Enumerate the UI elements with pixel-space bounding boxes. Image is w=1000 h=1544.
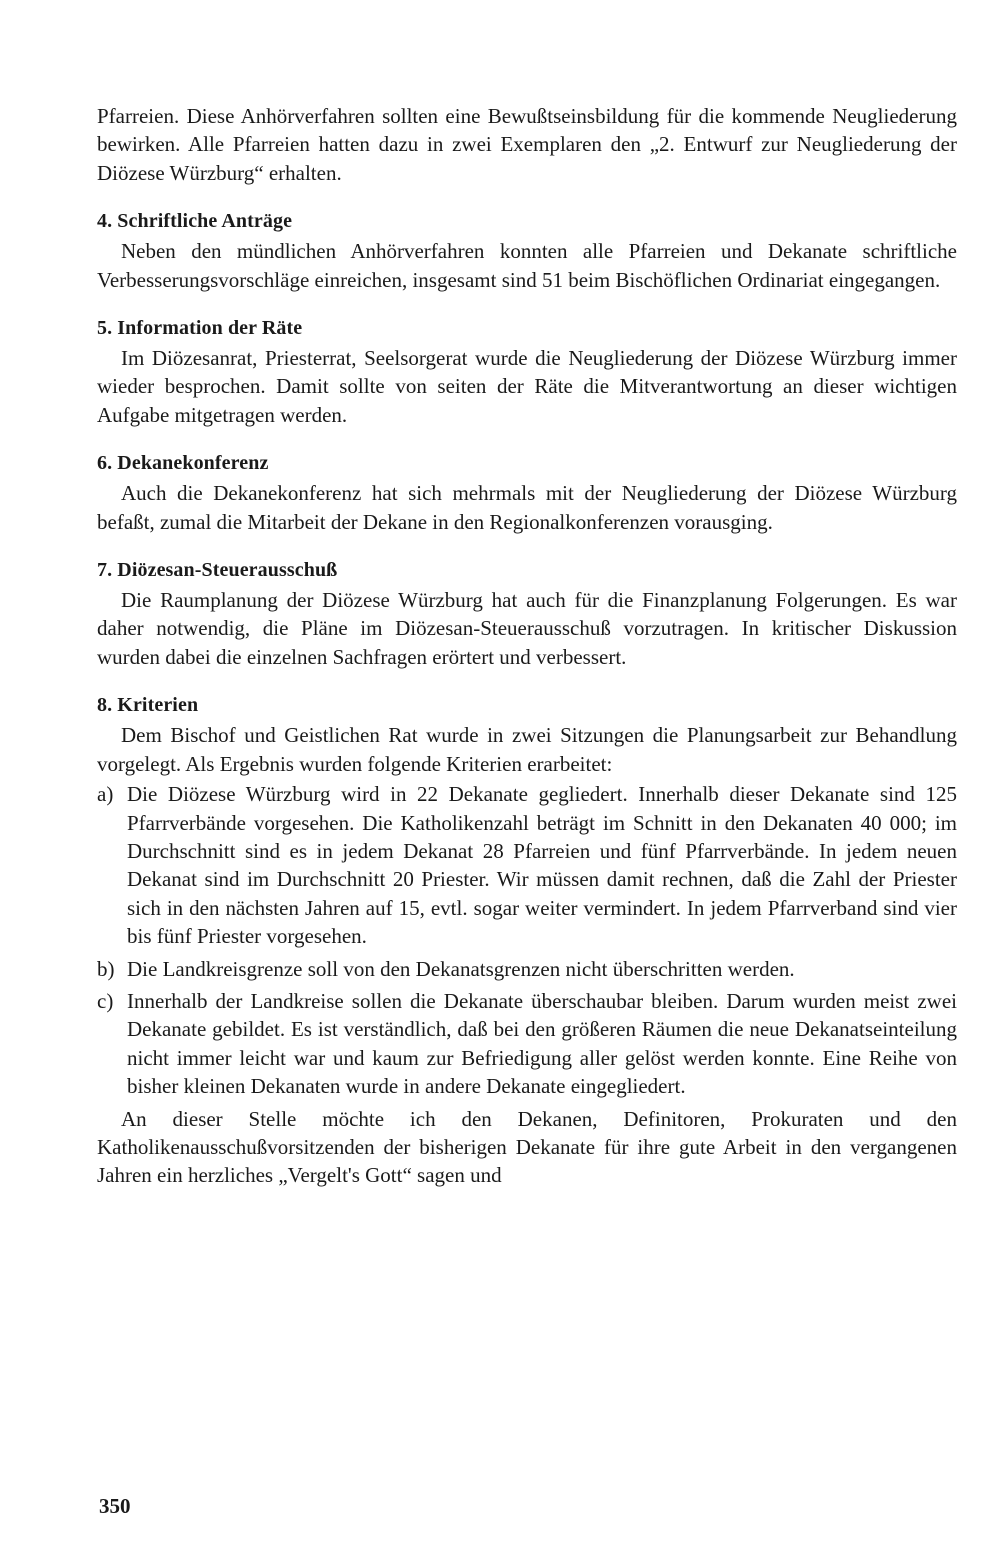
section-body: Auch die Dekanekonferenz hat sich mehrmals mit der Neugliederung der Diözese Würzburg befaßt, zumal die Mitarbeit der Dekane in den Regionalkonferenzen vorausging. (97, 481, 957, 534)
section-body: Dem Bischof und Geistlichen Rat wurde in zwei Sitzungen die Planungsarbeit zur Behandlung vorgelegt. Als Ergebnis wurden folgende Kriterien erarbeitet: (97, 723, 957, 776)
list-item-text: Die Diözese Würzburg wird in 22 Dekanate gegliedert. Innerhalb dieser Dekanate sind 125 Pfarrverbände vorgesehen. Die Katholikenzahl beträgt im Schnitt in den Dekanaten 40 000; im Durchschnitt sind es in jedem Dekanat 28 Pfarreien und fünf Pfarrverbände. In jedem neuen Dekanat sind im Durchschnitt 20 Priester. Wir müssen damit rechnen, daß die Zahl der Priester sich in den nächsten Jahren auf 15, evtl. sogar weiter vermindert. In jedem Pfarrverband sind vier bis fünf Priester vorgesehen. (127, 782, 957, 949)
section-body: Neben den mündlichen Anhörverfahren konnten alle Pfarreien und Dekanate schriftliche Verbesserungsvorschläge einreichen, insgesamt sind 51 beim Bischöflichen Ordinariat eingegangen. (97, 239, 957, 292)
section-dioezesan-steuerausschuss (97, 556, 957, 671)
section-body: Im Diözesanrat, Priesterrat, Seelsorgerat wurde die Neugliederung der Diözese Würzburg immer wieder besprochen. Damit sollte von seiten der Räte die Mitverantwortung an dieser wichtigen Aufgabe mitgetragen werden. (97, 346, 957, 427)
list-marker: a) (97, 782, 114, 807)
section-heading: 7. Diözesan-Steuerausschuß (97, 559, 338, 582)
list-item (97, 987, 957, 1101)
section-heading: 4. Schriftliche Anträge (97, 210, 293, 233)
section-body: Die Raumplanung der Diözese Würzburg hat auch für die Finanzplanung Folgerungen. Es war daher notwendig, die Pläne im Diözesan-Steuerausschuß vorzutragen. In kritischer Diskussion wurden dabei die einzelnen Sachfragen erörtert und verbessert. (97, 588, 957, 669)
section-dekanekonferenz (97, 449, 957, 536)
list-marker: c) (97, 988, 114, 1013)
section-schriftliche-antraege (97, 207, 957, 294)
document-page (97, 102, 957, 1190)
list-item-text: Innerhalb der Landkreise sollen die Dekanate überschaubar bleiben. Darum wurden meist zwei Dekanate gebildet. Es ist verständlich, daß bei den größeren Räumen die neue Dekanatseinteilung nicht immer leicht war und kaum zur Befriedigung aller gelöst werden konnte. Eine Reihe von bisher kleinen Dekanaten wurde in andere Dekanate eingegliedert. (127, 988, 957, 1099)
list-item-text: Die Landkreisgrenze soll von den Dekanatsgrenzen nicht überschritten werden. (127, 956, 795, 981)
list-item (97, 780, 957, 950)
closing-paragraph: An dieser Stelle möchte ich den Dekanen, Definitoren, Prokuraten und den Katholikenausschußvorsitzenden der bisherigen Dekanate für ihre gute Arbeit in den vergangenen Jahren ein herzliches „Vergelt's Gott“ sagen und (97, 1106, 957, 1188)
page-number: 350 (99, 1494, 131, 1518)
list-marker: b) (97, 956, 115, 981)
section-heading: 6. Dekanekonferenz (97, 452, 269, 475)
section-heading: 8. Kriterien (97, 694, 199, 717)
section-kriterien (97, 691, 957, 1190)
intro-paragraph: Pfarreien. Diese Anhörverfahren sollten eine Bewußtseinsbildung für die kommende Neugliederung bewirken. Alle Pfarreien hatten dazu in zwei Exemplaren den „2. Entwurf zur Neugliederung der Diözese Würzburg“ erhalten. (97, 104, 957, 185)
section-heading: 5. Information der Räte (97, 317, 303, 340)
section-information-der-raete (97, 314, 957, 429)
criteria-list (97, 780, 957, 1100)
list-item (97, 955, 957, 983)
